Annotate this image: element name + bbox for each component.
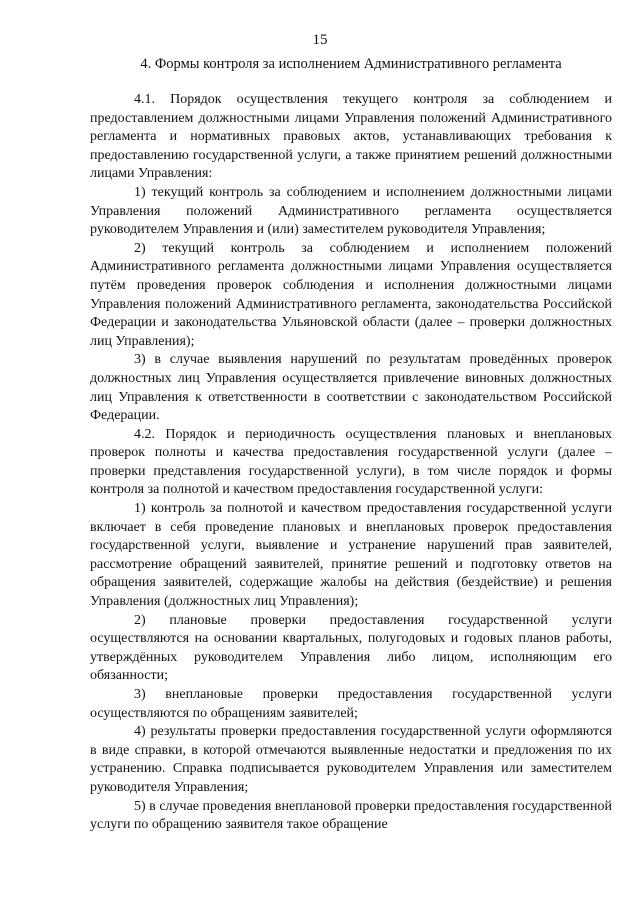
paragraph-4-2-item-1: 1) контроль за полнотой и качеством предоставления государственной услуги включает в себя проведение плановых и внеплановых проверок предоставления государственной услуги, выявление и устранение нарушений прав заявителей, рассмотрение обращений заявителей, принятие решений и подготовку ответов на обращения заявителей, содержащие жалобы на действия (бездействие) и решения Управления (должностных лиц Управления); bbox=[90, 501, 612, 610]
document-body bbox=[90, 91, 612, 835]
paragraph-4-1-item-2: 2) текущий контроль за соблюдением и исполнением положений Административного регламента должностными лицами Управления осуществляется путём проведения проверок соблюдения и исполнения должностными лицами Управления положений Административного регламента, законодательства Российской Федерации и законодательства Ульяновской области (далее – проверки должностных лиц Управления); bbox=[90, 240, 612, 349]
paragraph-4-1-item-3: 3) в случае выявления нарушений по результатам проведённых проверок должностных лиц Управления осуществляется привлечение виновных должностных лиц Управления к ответственности в соответствии с законодательством Российской Федерации. bbox=[90, 352, 612, 424]
paragraph-4-2-item-5: 5) в случае проведения внеплановой проверки предоставления государственной услуги по обращению заявителя такое обращение bbox=[90, 798, 612, 833]
section-heading: 4. Формы контроля за исполнением Административного регламента bbox=[140, 56, 562, 72]
paragraph-4-1-item-1: 1) текущий контроль за соблюдением и исполнением должностными лицами Управления положений Административного регламента осуществляется руководителем Управления и (или) заместителем руководителя Управления; bbox=[90, 184, 612, 238]
paragraph-4-2-item-3: 3) внеплановые проверки предоставления государственной услуги осуществляются по обращениям заявителей; bbox=[90, 687, 612, 721]
paragraph-4-2: 4.2. Порядок и периодичность осуществления плановых и внеплановых проверок полноты и качества предоставления государственной услуги (далее – проверки представления государственной услуги), в том числе порядок и формы контроля за полнотой и качеством предоставления государственной услуги: bbox=[90, 426, 612, 498]
paragraph-4-1: 4.1. Порядок осуществления текущего контроля за соблюдением и предоставлением должностными лицами Управления положений Административного регламента и нормативных правовых актов, устанавливающих требования к предоставлению государственной услуги, а также принятием решений должностными лицами Управления: bbox=[90, 92, 612, 182]
paragraph-4-2-item-4: 4) результаты проверки предоставления государственной услуги оформляются в виде справки, в которой отмечаются выявленные недостатки и предложения по их устранению. Справка подписывается руководителем Управления или заместителем руководителя Управления; bbox=[90, 724, 612, 795]
page-number: 15 bbox=[312, 32, 328, 48]
paragraph-4-2-item-2: 2) плановые проверки предоставления государственной услуги осуществляются на основании квартальных, полугодовых и годовых планов работы, утверждённых руководителем Управления либо лицом, исполняющим его обязанности; bbox=[90, 612, 612, 684]
